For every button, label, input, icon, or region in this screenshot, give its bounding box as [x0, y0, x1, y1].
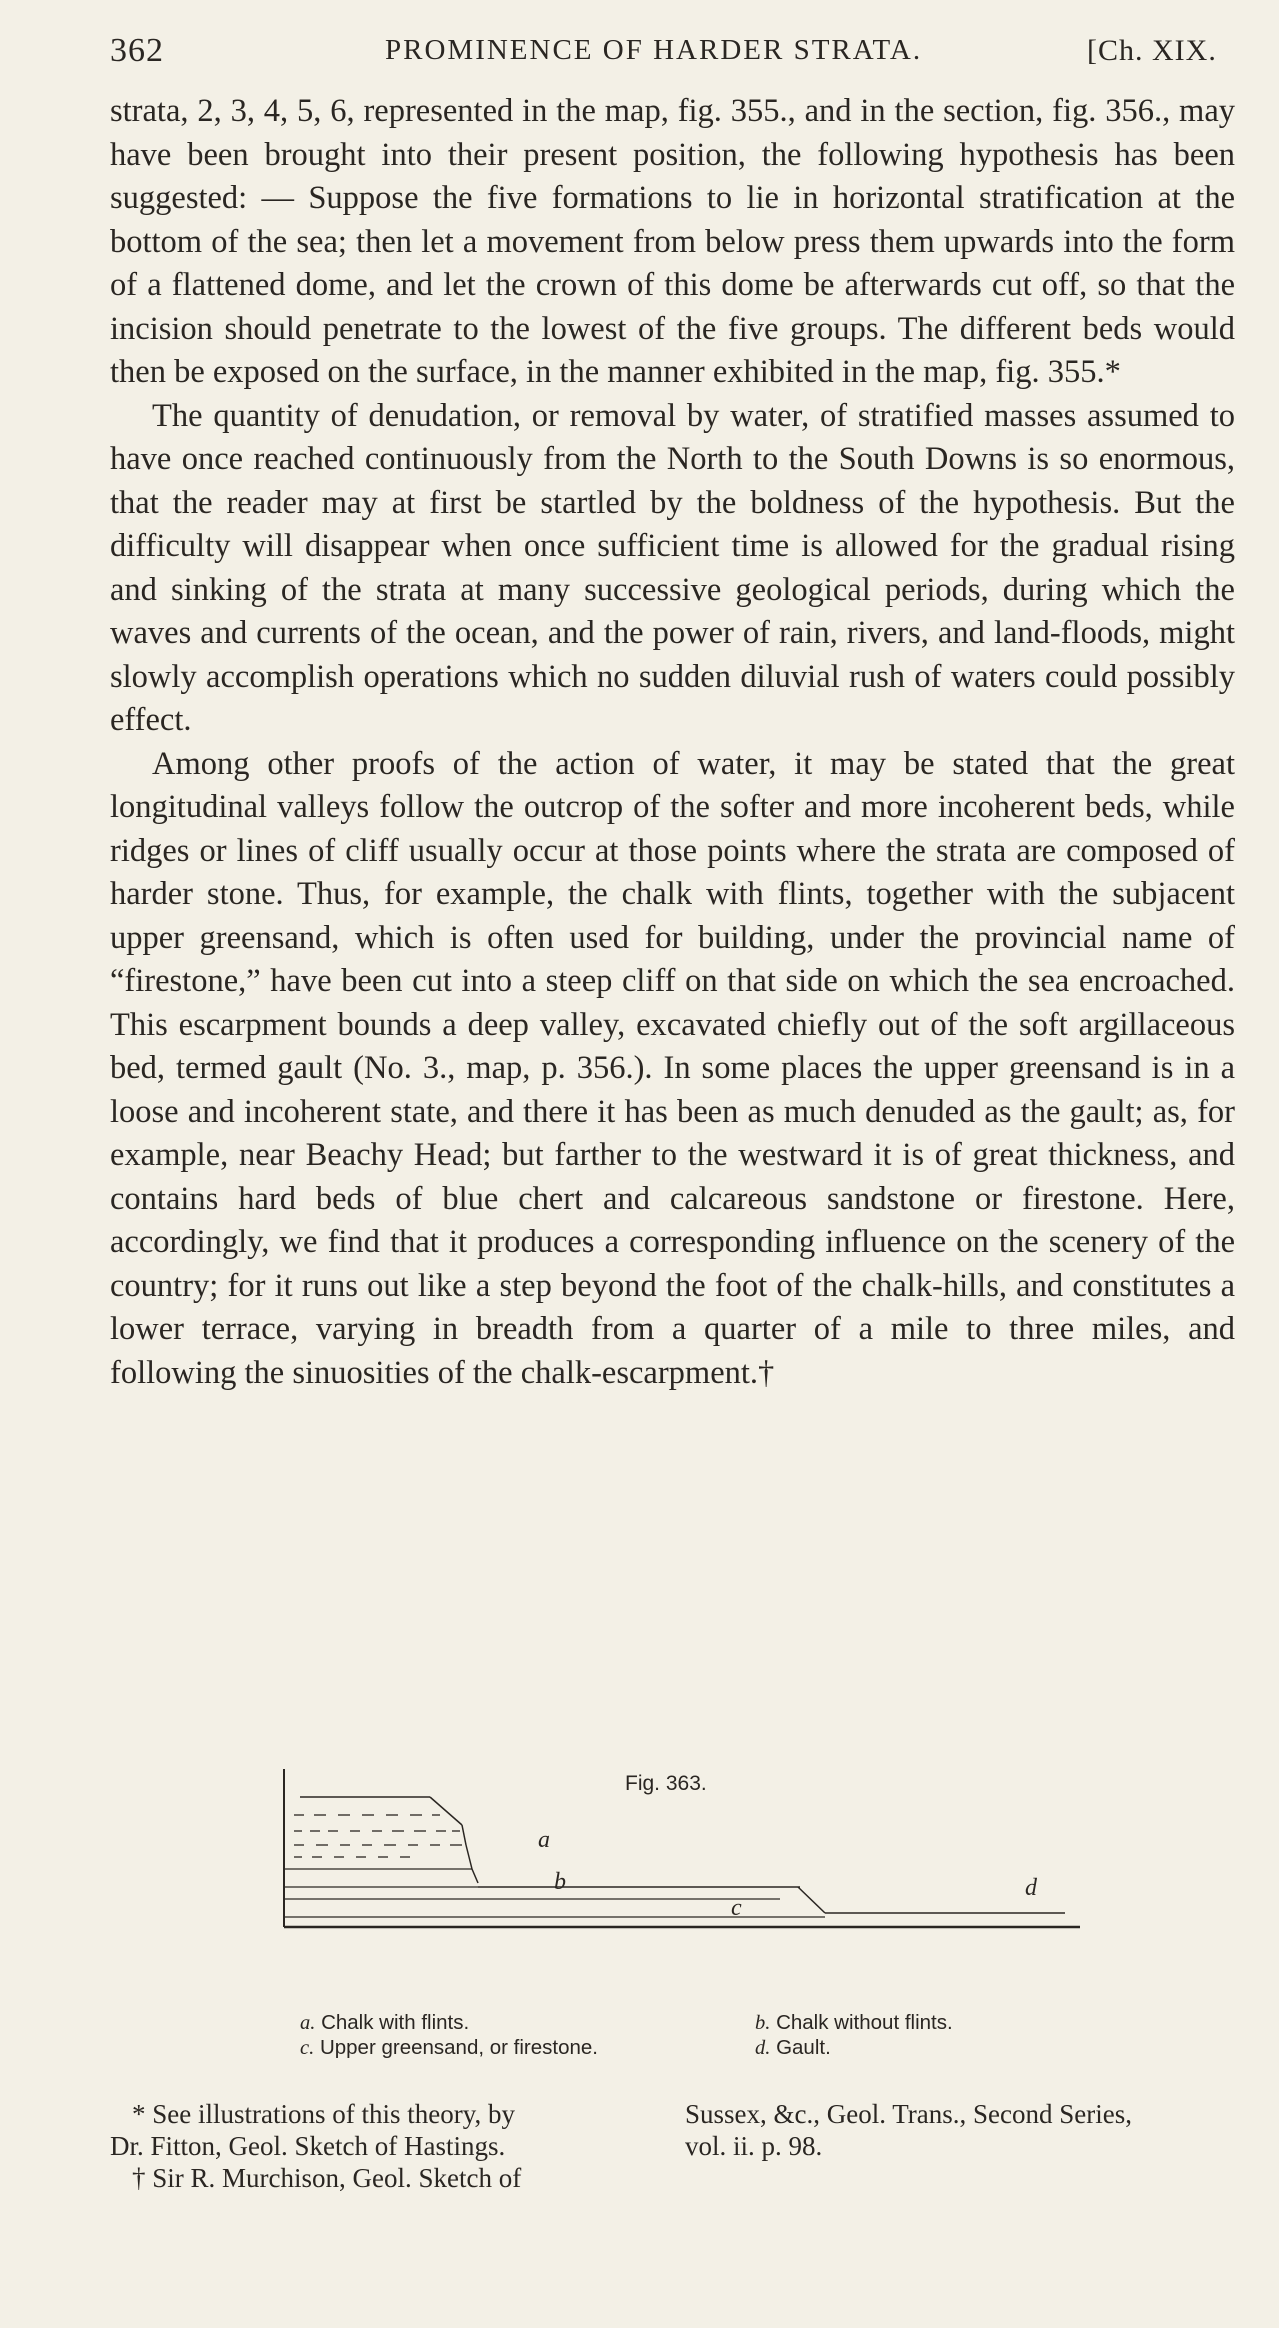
footnote-line: vol. ii. p. 98. — [685, 2131, 823, 2161]
legend-item-c: c. Upper greensand, or firestone. — [300, 2036, 598, 2059]
legend-row — [300, 2035, 1060, 2060]
paragraph-denudation: The quantity of denudation, or removal by water, of stratified masses assumed to have once reached continuously from the North to the South Downs is so enormous, that the reader may at first be startled by the boldness of the hypothesis. But the difficulty will disappear when once sufficient time is allowed for the gradual rising and sinking of the strata at many successive geological periods, during which the waves and currents of the ocean, and the power of rain, rivers, and land-floods, might slowly accomplish operations which no sudden diluvial rush of waters could possibly effect. — [110, 397, 1235, 738]
figure-363 — [280, 1757, 1080, 2017]
paragraph-continuation: strata, 2, 3, 4, 5, 6, represented in the map, fig. 355., and in the section, fig. 356., may have been brought into their present position, the following hypothesis has been suggested: — Suppose the five formations to lie in horizontal stratification at the bottom of the sea; then let a movement from below press them upwards into the form of a flattened dome, and let the crown of this dome be afterwards cut off, so that the incision should penetrate to the lowest of the five groups. The different beds would then be exposed on the surface, in the manner exhibited in the map, fig. 355.* — [110, 93, 1235, 390]
footnotes-left-column — [110, 2098, 670, 2194]
label-b: b — [554, 1869, 566, 1895]
label-d: d — [1025, 1875, 1037, 1901]
page-header — [110, 32, 1240, 82]
footnote-line: Dr. Fitton, Geol. Sketch of Hastings. — [110, 2131, 506, 2161]
running-title: PROMINENCE OF HARDER STRATA. — [385, 34, 923, 66]
legend-row — [300, 2010, 1060, 2035]
legend-item-b: b. Chalk without flints. — [755, 2011, 953, 2034]
paragraph-proofs-of-water: Among other proofs of the action of water, it may be stated that the great longitudinal valleys follow the outcrop of the softer and more incoherent beds, while ridges or lines of cliff usually occur at those points where the strata are composed of harder stone. Thus, for example, the chalk with flints, together with the subjacent upper greensand, which is often used for building, under the provincial name of “firestone,” have been cut into a steep cliff on that side on which the sea encroached. This escarpment bounds a deep valley, excavated chiefly out of the soft argillaceous bed, termed gault (No. 3., map, p. 356.). In some places the upper greensand is in a loose and incoherent state, and there it has been as much denuded as the gault; as, for example, near Beachy Head; but farther to the westward it is of great thickness, and contains hard beds of blue chert and calcareous sandstone or firestone. Here, accordingly, we find that it produces a corresponding influence on the scenery of the country; for it runs out like a step beyond the foot of the chalk-hills, and constitutes a lower terrace, varying in breadth from a quarter of a mile to three miles, and following the sinuosities of the chalk-escarpment.† — [110, 745, 1235, 1391]
label-a: a — [538, 1827, 550, 1853]
figure-legend — [300, 2010, 1060, 2060]
footnotes-right-column — [685, 2098, 1245, 2162]
footnote-line: * See illustrations of this theory, by — [132, 2099, 515, 2129]
chapter-marker: [Ch. XIX. — [1087, 34, 1217, 67]
footnote-line: Sussex, &c., Geol. Trans., Second Series, — [685, 2099, 1132, 2129]
legend-item-d: d. Gault. — [755, 2036, 831, 2059]
page-number: 362 — [110, 32, 164, 69]
legend-item-a: a. Chalk with flints. — [300, 2011, 470, 2034]
label-c: c — [731, 1895, 742, 1921]
figure-title: Fig. 363. — [625, 1772, 707, 1795]
body-text — [110, 90, 1235, 1395]
footnote-line: † Sir R. Murchison, Geol. Sketch of — [132, 2163, 522, 2193]
